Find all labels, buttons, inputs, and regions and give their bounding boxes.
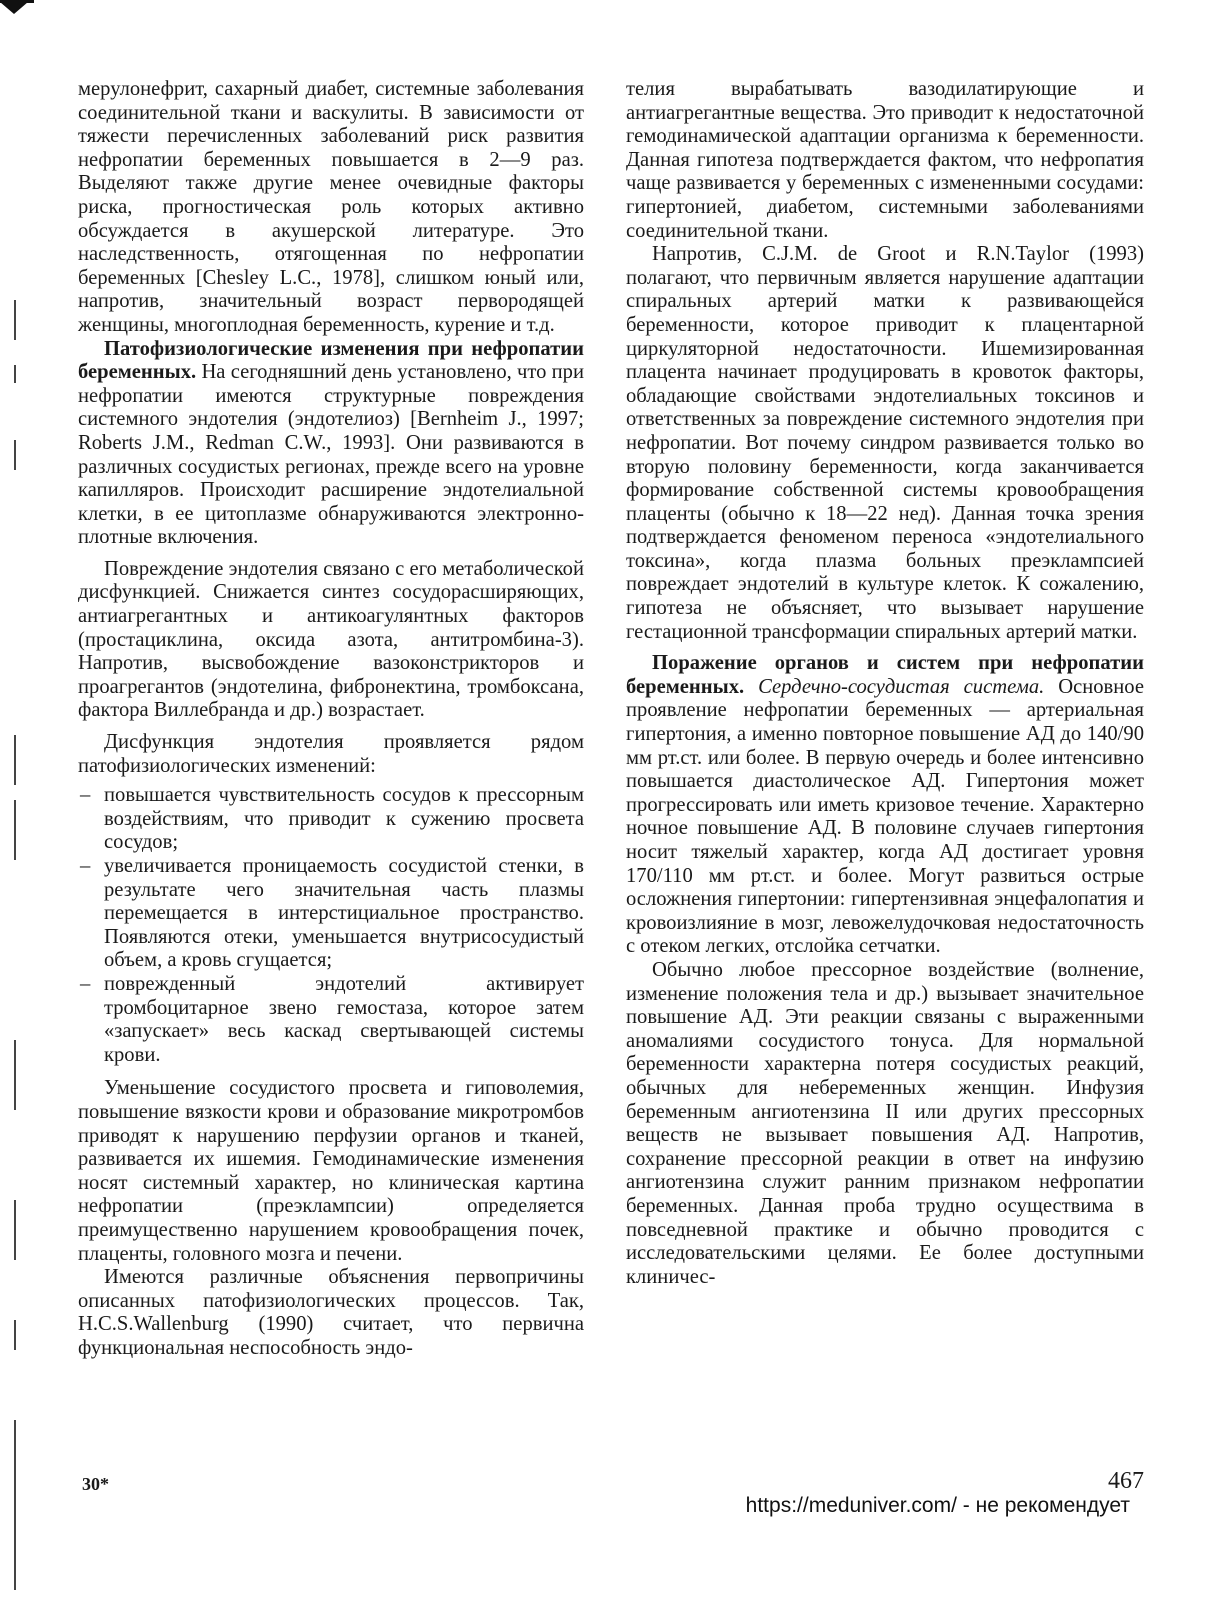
paragraph: Повреждение эндотелия связано с его метаболической дисфункцией. Снижается синтез сосудорасширяющих, антиагрегантных и антикоагулянтных факторов (простациклина, оксида азота, антитромбина-3). Напротив, высвобождение вазоконстрикторов и проагрегантов (эндотелина, фибронектина, тромбоксана, фактора Виллебранда и др.) возрастает. [78, 557, 584, 722]
signature-mark: 30* [82, 1474, 109, 1494]
paragraph-text: На сегодняшний день установлено, что при нефропатии имеются структурные повреждения системного эндотелия (эндотелиоз) [Bernheim J., 1997; Roberts J.M., Redman C.W., 1993]. Они развиваются в различных сосудистых регионах, прежде всего на уровне капилляров. Происходит расширение эндотелиальной клетки, в ее цитоплазме обнаруживаются электронно-плотные включения. [78, 361, 584, 549]
paragraph: Имеются различные объяснения первопричины описанных патофизиологических процессов. Так, H.C.S.Wallenburg (1990) считает, что первична функциональная неспособность эндо- [78, 1266, 584, 1359]
paragraph-heading-organ-damage [626, 652, 1144, 959]
paragraph-heading-pathophysiology [78, 338, 584, 550]
paragraph: Напротив, C.J.M. de Groot и R.N.Taylor (1993) полагают, что первичным является нарушение адаптации спиральных артерий матки к развивающейся беременности, которое приводит к плацентарной циркуляторной недостаточности. Ишемизированная плацента начинает продуцировать в кровоток факторы, обладающие свойствами эндотелиальных токсинов и ответственных за повреждение системного эндотелия при нефропатии. Вот почему синдром развивается только во вторую половину беременности, когда заканчивается формирование собственной системы кровообращения плаценты (обычно к 18—22 нед). Данная точка зрения подтверждается феноменом переноса «эндотелиального токсина», когда плазма больных преэклампсией повреждает эндотелий в культуре клеток. К сожалению, гипотеза не объясняет, что вызывает нарушение гестационной трансформации спиральных артерий матки. [626, 243, 1145, 643]
paragraph: Уменьшение сосудистого просвета и гиповолемия, повышение вязкости крови и образование микротромбов приводят к нарушению перфузии органов и тканей, развивается их ишемия. Гемодинамические изменения носят системный характер, но клиническая картина нефропатии (преэклампсии) определяется преимущественно нарушением кровообращения почек, плаценты, головного мозга и печени. [78, 1077, 584, 1265]
subsection-heading: Сердечно-сосудистая система. [758, 675, 1045, 698]
binding-edge-marks [8, 0, 22, 1600]
paragraph: Дисфункция эндотелия проявляется рядом патофизиологических изменений: [78, 731, 584, 777]
page-number: 467 [1108, 1468, 1144, 1494]
right-column [626, 78, 1144, 1289]
section-heading: Патофизиологические изменения при нефропатии беременных. [78, 337, 584, 384]
section-heading: Поражение органов и систем при нефропатии беременных. [626, 652, 1144, 698]
paragraph: телия вырабатывать вазодилатирующие и антиагрегантные вещества. Это приводит к недостаточной гемодинамической адаптации организма к беременности. Данная гипотеза подтверждается фактом, что нефропатия чаще развивается у беременных с измененными сосудами: гипертонией, диабетом, системными заболеваниями соединительной ткани. [626, 78, 1144, 242]
paragraph: Обычно любое прессорное воздействие (волнение, изменение положения тела и др.) вызывает значительное повышение АД. Эти реакции связаны с выраженными аномалиями сосудистого тонуса. Для нормальной беременности характерна потеря сосудистых реакций, обычных для небеременных женщин. Инфузия беременным ангиотензина II или других прессорных веществ не вызывает повышения АД. Напротив, сохранение прессорной реакции в ответ на инфузию ангиотензина служит ранним признаком нефропатии беременных. Данная проба трудно осуществима в повседневной практике и обычно проводится с исследовательскими целями. Ее более доступными клиничес- [626, 958, 1144, 1288]
dash-list [78, 784, 584, 1067]
left-column [78, 78, 584, 1360]
paragraph-text: Основное проявление нефропатии беременных — артериальная гипертония, а именно повторное повышение АД до 140/90 мм рт.ст. или более. В первую очередь и более интенсивно повышается диастолическое АД. Гипертония может прогрессировать или иметь кризовое течение. Характерно ночное повышение АД. В половине случаев гипертония носит тяжелый характер, когда АД достигает уровня 170/110 мм рт.ст. и более. Могут развиться острые осложнения гипертонии: гипертензивная энцефалопатия и кровоизлияние в мозг, левожелудочковая недостаточность с отеком легких, отслойка сетчатки. [626, 675, 1144, 958]
list-item: – поврежденный эндотелий активирует тромбоцитарное звено гемостаза, которое затем «запускает» весь каскад свертывающей системы крови. [78, 973, 584, 1067]
paragraph: мерулонефрит, сахарный диабет, системные заболевания соединительной ткани и васкулиты. В зависимости от тяжести перечисленных заболеваний риск развития нефропатии беременных повышается в 2—9 раз. Выделяют также другие менее очевидные факторы риска, прогностическая роль которых активно обсуждается в акушерской литературе. Это наследственность, отягощенная по нефропатии беременных [Chesley L.C., 1978], слишком юный или, напротив, значительный возраст первородящей женщины, многоплодная беременность, курение и т.д. [78, 78, 584, 336]
source-watermark: https://meduniver.com/ - не рекомендует [745, 1494, 1130, 1517]
list-item: – увеличивается проницаемость сосудистой стенки, в результате чего значительная часть плазмы перемещается в интерстициальное пространство. Появляются отеки, уменьшается внутрисосудистый объем, а кровь сгущается; [78, 855, 584, 973]
list-item: – повышается чувствительность сосудов к прессорным воздействиям, что приводит к сужению просвета сосудов; [78, 784, 584, 855]
